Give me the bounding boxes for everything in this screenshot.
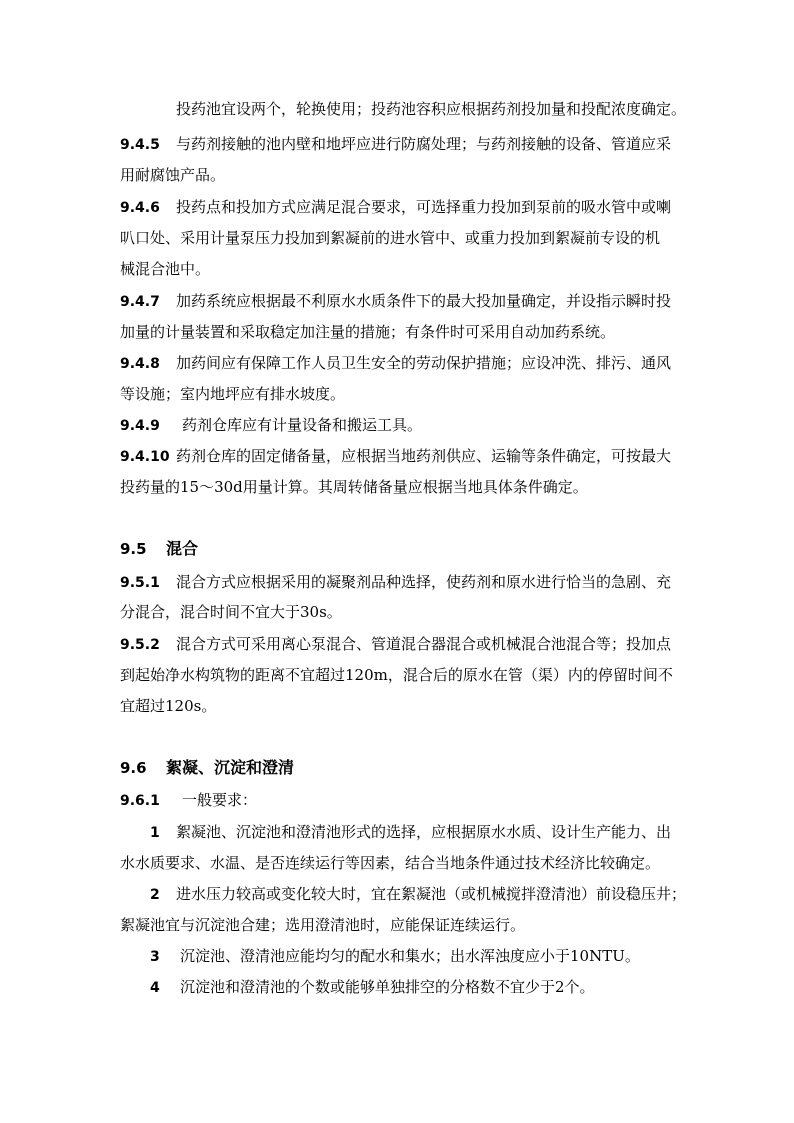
clause-9-4-5: 9.4.5 与药剂接触的池内壁和地坪应进行防腐处理；与药剂接触的设备、管道应采 — [120, 135, 672, 153]
clause-number: 9.4.8 — [120, 356, 160, 372]
paragraph-line: 械混合池中。 — [120, 260, 211, 278]
item-number: 1 — [150, 825, 160, 841]
list-item-2: 2 进水压力较高或变化较大时，宜在絮凝池（或机械搅拌澄清池）前设稳压井； — [150, 885, 687, 903]
clause-9-4-7: 9.4.7 加药系统应根据最不利原水水质条件下的最大投加量确定，并设指示瞬时投 — [120, 292, 672, 310]
clause-9-4-10: 9.4.10 药剂仓库的固定储备量，应根据当地药剂供应、运输等条件确定，可按最大 — [120, 447, 672, 465]
section-number: 9.5 — [120, 540, 147, 558]
paragraph-line: 宜超过120s。 — [120, 697, 217, 715]
list-item-1: 1 絮凝池、沉淀池和澄清池形式的选择，应根据原水水质、设计生产能力、出 — [150, 823, 672, 841]
clause-number: 9.4.6 — [120, 200, 160, 216]
clause-9-6-1: 9.6.1 一般要求： — [120, 791, 258, 809]
section-title: 混合 — [166, 539, 199, 558]
paragraph-line: 加量的计量装置和采取稳定加注量的措施；有条件时可采用自动加药系统。 — [120, 323, 616, 341]
clause-number: 9.6.1 — [120, 793, 160, 809]
paragraph-line: 叭口处、采用计量泵压力投加到絮凝前的进水管中、或重力投加到絮凝前专设的机 — [120, 229, 661, 247]
clause-number: 9.4.10 — [120, 449, 170, 465]
section-heading-9-5 — [120, 539, 198, 559]
clause-9-5-1: 9.5.1 混合方式应根据采用的凝聚剂品种选择，使药剂和原水进行恰当的急剧、充 — [120, 573, 672, 591]
paragraph-line: 到起始净水构筑物的距离不宜超过120m，混合后的原水在管（渠）内的停留时间不 — [120, 666, 673, 684]
list-item-3: 3 沉淀池、澄清池应能均匀的配水和集水；出水浑浊度应小于10NTU。 — [150, 947, 640, 965]
paragraph-line: 分混合，混合时间不宜大于30s。 — [120, 603, 342, 621]
clause-9-4-6: 9.4.6 投药点和投加方式应满足混合要求，可选择重力投加到泵前的吸水管中或喇 — [120, 198, 672, 216]
paragraph-line: 絮凝池宜与沉淀池合建；选用澄清池时，应能保证连续运行。 — [120, 916, 526, 934]
section-title: 絮凝、沉淀和澄清 — [166, 758, 295, 777]
clause-number: 9.4.7 — [120, 294, 160, 310]
section-number: 9.6 — [120, 759, 147, 777]
paragraph-line: 用耐腐蚀产品。 — [120, 166, 226, 184]
paragraph-line: 等设施；室内地坪应有排水坡度。 — [120, 385, 346, 403]
clause-9-5-2: 9.5.2 混合方式可采用离心泵混合、管道混合器混合或机械混合池混合等；投加点 — [120, 635, 672, 653]
item-number: 3 — [150, 949, 160, 965]
item-number: 2 — [150, 887, 160, 903]
paragraph-line: 水水质要求、水温、是否连续运行等因素，结合当地条件通过技术经济比较确定。 — [120, 854, 661, 872]
list-item-4: 4 沉淀池和澄清池的个数或能够单独排空的分格数不宜少于2个。 — [150, 978, 595, 996]
section-heading-9-6 — [120, 758, 294, 778]
paragraph-line: 投药量的15～30d用量计算。其周转储备量应根据当地具体条件确定。 — [120, 478, 588, 496]
paragraph-line: 投药池宜设两个，轮换使用；投药池容积应根据药剂投加量和投配浓度确定。 — [176, 100, 687, 118]
clause-9-4-8: 9.4.8 加药间应有保障工作人员卫生安全的劳动保护措施；应设冲洗、排污、通风 — [120, 354, 672, 372]
clause-number: 9.5.1 — [120, 575, 160, 591]
clause-9-4-9: 9.4.9 药剂仓库应有计量设备和搬运工具。 — [120, 416, 423, 434]
clause-number: 9.4.5 — [120, 137, 160, 153]
clause-number: 9.4.9 — [120, 418, 160, 434]
clause-number: 9.5.2 — [120, 637, 160, 653]
item-number: 4 — [150, 980, 160, 996]
